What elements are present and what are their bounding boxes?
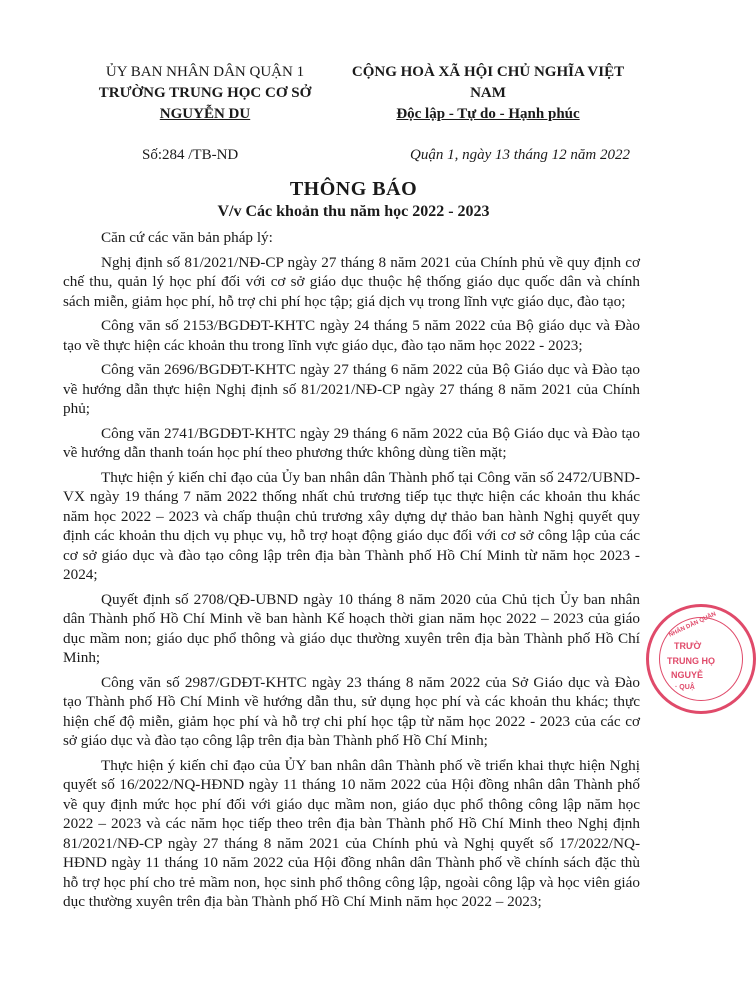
issuing-authority-block (75, 62, 335, 125)
seal-text-line-4: · QUẬ (675, 684, 695, 691)
body-paragraph: Công văn 2696/BGDĐT-KHTC ngày 27 tháng 6 năm 2022 của Bộ Giáo dục và Đào tạo về hướng dẫn thực hiện Nghị định số 81/2021/NĐ-CP ngày 27 tháng 8 năm 2021 của Chính phủ; (63, 361, 640, 417)
document-subject: V/v Các khoản thu năm học 2022 - 2023 (217, 203, 490, 220)
body-paragraph: Công văn 2741/BGDĐT-KHTC ngày 29 tháng 6 năm 2022 của Bộ Giáo dục và Đào tạo về hướng dẫn thanh toán học phí theo phương thức không dùng tiền mặt; (63, 424, 640, 461)
authority-line-1: ỦY BAN NHÂN DÂN QUẬN 1 (105, 64, 305, 80)
document-date: Quận 1, ngày 13 tháng 12 năm 2022 (410, 147, 630, 163)
seal-arc-text: NHÂN DÂN QUẬN (668, 611, 718, 639)
national-title: CỘNG HOÀ XÃ HỘI CHỦ NGHĨA VIỆT NAM (351, 64, 625, 101)
body-paragraph: Công văn số 2153/BGDĐT-KHTC ngày 24 tháng 5 năm 2022 của Bộ giáo dục và Đào tạo về thực hiện các khoản thu trong lĩnh vực giáo dục, đào tạo năm học 2022 - 2023; (63, 317, 640, 354)
document-title: THÔNG BÁO (289, 178, 418, 200)
seal-text-line-3: NGUYỄ (671, 670, 704, 680)
document-number: Số:284 /TB-ND (142, 147, 239, 163)
body-paragraph: Công văn số 2987/GDĐT-KHTC ngày 23 tháng 8 năm 2022 của Sở Giáo dục và Đào tạo Thành phố Hồ Chí Minh về hướng dẫn thu, sử dụng học phí và các khoản thu khác; thực hiện chế độ miễn, giảm học phí và hỗ trợ chi phí học tập từ năm học 2022 - 2023 của các cơ sở giáo dục và đào tạo công lập trên địa bàn Thành phố Hồ Chí Minh; (63, 673, 640, 749)
official-seal-stamp (646, 604, 756, 714)
national-motto-block (338, 62, 638, 125)
authority-line-2: TRƯỜNG TRUNG HỌC CƠ SỞ (98, 85, 312, 101)
seal-text-line-1: TRƯỜ (674, 641, 702, 651)
seal-text-line-2: TRUNG HỌ (667, 656, 715, 666)
body-paragraph: Thực hiện ý kiến chỉ đạo của Ủy ban nhân dân Thành phố tại Công văn số 2472/UBND-VX ngày 19 tháng 7 năm 2022 thống nhất chủ trương tiếp tục thực hiện các khoản thu khác năm học 2022 – 2023 và chấp thuận chủ trương xây dựng dự thảo ban hành Nghị quyết quy định các khoản thu dịch vụ phục vụ, hỗ trợ hoạt động giáo dục đối với cơ sở công lập của các cơ sở giáo dục và đào tạo công lập trên địa bàn Thành phố Hồ Chí Minh từ năm học 2023 - 2024; (63, 468, 640, 583)
document-body (63, 228, 640, 917)
authority-line-3: NGUYỄN DU (159, 106, 251, 122)
body-paragraph: Thực hiện ý kiến chỉ đạo của ỦY ban nhân dân Thành phố về triển khai thực hiện Nghị quyết số 16/2022/NQ-HĐND ngày 11 tháng 10 năm 2022 của Hội đồng nhân dân Thành phố về quy định mức học phí đối với giáo dục mầm non, giáo dục phổ thông công lập năm học 2022 – 2023 và các năm học tiếp theo trên địa bàn Thành phố Hồ Chí Minh theo Nghị định 81/2021/NĐ-CP ngày 27 tháng 8 năm 2021 của Chính phủ và Nghị quyết số 17/2022/NQ-HĐND ngày 11 tháng 10 năm 2022 của Hội đồng nhân dân Thành phố về chính sách đặc thù hỗ trợ học phí cho trẻ mầm non, học sinh phổ thông công lập, ngoài công lập và học viên giáo dục thường xuyên trên địa bàn Thành phố Hồ Chí Minh năm học 2022 – 2023; (63, 756, 640, 910)
body-paragraph: Nghị định số 81/2021/NĐ-CP ngày 27 tháng 8 năm 2021 của Chính phủ về quy định cơ chế thu, quản lý học phí đối với cơ sở giáo dục thuộc hệ thống giáo dục quốc dân và chính sách miễn, giảm học phí, hỗ trợ chi phí học tập; giá dịch vụ trong lĩnh vực giáo dục, đào tạo; (63, 253, 640, 310)
national-motto: Độc lập - Tự do - Hạnh phúc (396, 106, 580, 122)
body-paragraph: Quyết định số 2708/QĐ-UBND ngày 10 tháng 8 năm 2020 của Chủ tịch Ủy ban nhân dân Thành phố Hồ Chí Minh về ban hành Kế hoạch thời gian năm học 2022 – 2023 của giáo dục mầm non; giáo dục phổ thông và giáo dục thường xuyên trên địa bàn Thành phố Hồ Chí Minh; (63, 590, 640, 666)
body-paragraph: Căn cứ các văn bản pháp lý: (101, 229, 273, 246)
